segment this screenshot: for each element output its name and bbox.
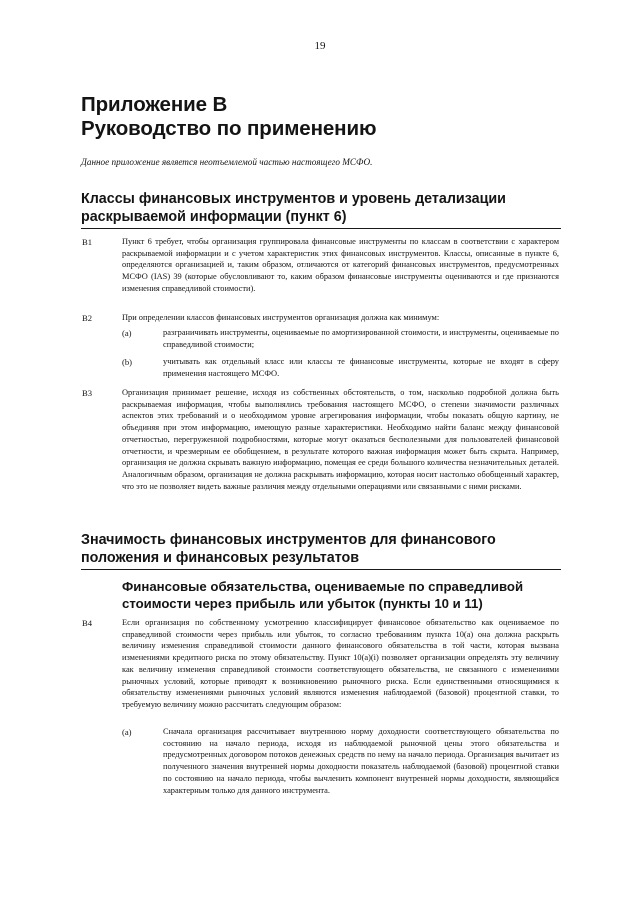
section-heading-classes (81, 191, 561, 229)
paragraph-number-b4: B4 (82, 618, 93, 628)
list-item-b2-a: разграничивать инструменты, оцениваемые по амортизированной стоимости, и инструменты, оцениваемые по справедливой стоимости; (163, 328, 559, 349)
appendix-title-line1: Приложение В (81, 93, 228, 116)
subsection-heading-fvtpl (122, 578, 559, 612)
paragraph-number-b2: B2 (82, 313, 93, 323)
appendix-title (81, 93, 376, 140)
section-heading-line: раскрываемой информации (пункт 6) (81, 208, 347, 225)
paragraph-b2: При определении классов финансовых инструментов организация должна как минимум: (122, 313, 440, 322)
paragraph-number-b1: B1 (82, 237, 93, 247)
list-item-b4-a: Сначала организация рассчитывает внутреннюю норму доходности соответствующего обязательства по состоянию на начало периода, исходя из наблюдаемой рыночной цены этого обязательства и предусмотренных договором потоков денежных средств по нему на начало периода. Организация вычитает из полученного значения внутренней нормы доходности показатель наблюдаемой (базовой) процентной ставки по состоянию на начало периода, чтобы вычленить компонент внутренней нормы доходности, являющийся характерным только для данного инструмента. (163, 727, 559, 795)
page-number: 19 (314, 40, 326, 52)
paragraph-number-b3: B3 (82, 388, 93, 398)
list-item-b2-b: учитывать как отдельный класс или классы те финансовые инструменты, которые не входят в сферу применения настоящего МСФО. (163, 357, 559, 378)
section-heading-line: Классы финансовых инструментов и уровень детализации (81, 191, 506, 207)
paragraph-b3: Организация принимает решение, исходя из собственных обстоятельств, о том, насколько подробной должна быть раскрываемая информация, чтобы выполнялись требования настоящего МСФО, о степени значимости различных аспектов этих требований и о необходимом уровне агрегирования информации, чтобы показать общую картину, не объединяя при этом информацию, имеющую разные характеристики. Необходимо найти баланс между финансовой отчетностью, перегруженной подробностями, которые могут оказаться бесполезными для пользователей финансовой отчетности, и чрезмерным ее обобщением, в результате которого важная информация может быть скрыта. Например, организация не должна скрывать важную информацию, помещая ее среди большого количества незначительных деталей. Аналогичным образом, организация не должна раскрывать информацию, которая носит настолько обобщенный характер, что это не позволяет видеть важные различия между отдельными операциями или связанными с ними рисками. (122, 388, 559, 491)
list-label-b2-a: (a) (122, 328, 132, 338)
section-heading-line: положения и финансовых результатов (81, 549, 360, 566)
section-heading-significance (81, 532, 561, 570)
list-label-b2-b: (b) (122, 357, 133, 367)
paragraph-b4: Если организация по собственному усмотрению классифицирует финансовое обязательство как оцениваемое по справедливой стоимости через прибыль или убыток, то согласно требованиям пункта 10(a) она должна раскрыть величину изменения справедливой стоимости данного финансового обязательства в той части, которая вызвана изменениями кредитного риска по этому обязательству. Пункт 10(a)(i) позволяет организации определять эту величину как величину изменения справедливой стоимости соответствующего обязательства, не связанного с изменениями рыночных условий, которые приводят к возникновению рыночного риска. Если единственными относящимися к обязательству изменениями рыночных условий являются изменения наблюдаемой (базовой) процентной ставки, то требуемую величину можно рассчитать следующим образом: (122, 618, 559, 709)
list-label-b4-a: (a) (122, 727, 132, 737)
subsection-heading-line: Финансовые обязательства, оцениваемые по справедливой (122, 579, 524, 594)
appendix-title-line2: Руководство по применению (81, 116, 377, 140)
paragraph-b1: Пункт 6 требует, чтобы организация группировала финансовые инструменты по классам в соответствии с характером раскрываемой информации и с учетом характеристик этих финансовых инструментов. Классы, описанные в пункте 6, определяются организацией и, таким образом, отличаются от категорий финансовых инструментов, предусмотренных МСФО (IAS) 39 (которые обусловливают то, каким образом финансовые инструменты оцениваются и где признаются изменения справедливой стоимости). (122, 237, 559, 293)
section-heading-line: Значимость финансовых инструментов для финансового (81, 532, 496, 548)
subsection-heading-line: стоимости через прибыль или убыток (пункты 10 и 11) (122, 596, 483, 611)
appendix-intro: Данное приложение является неотъемлемой частью настоящего МСФО. (81, 157, 373, 167)
